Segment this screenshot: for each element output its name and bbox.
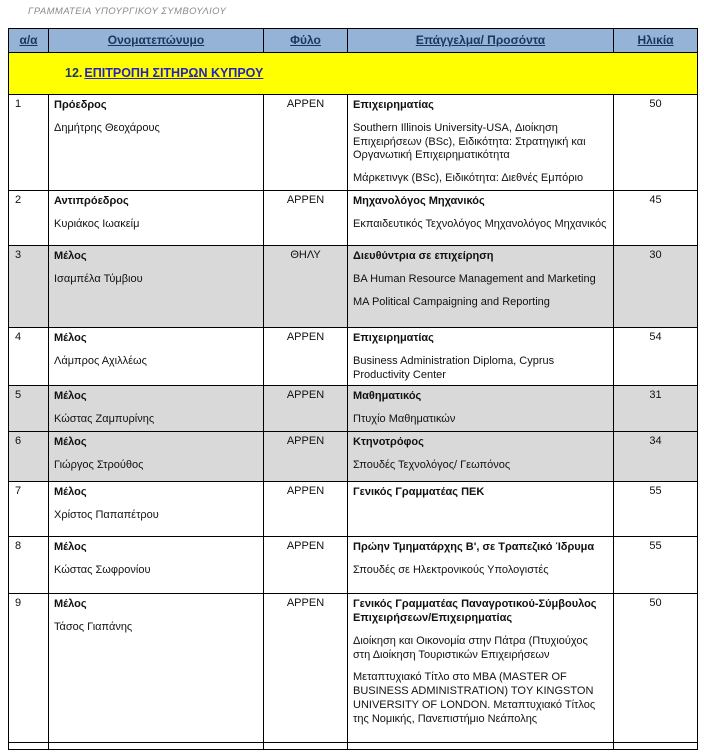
qualification-text: Business Administration Diploma, Cyprus Productivity Center — [353, 354, 555, 381]
qualification-text: Πτυχίο Μαθηματικών — [353, 413, 456, 425]
section-number: 12. — [65, 65, 83, 80]
row-number: 1 — [9, 95, 49, 191]
table-row — [9, 246, 698, 328]
member-role: Μέλος — [54, 436, 87, 449]
section-title: ΕΠΙΤΡΟΠΗ ΣΙΤΗΡΩΝ ΚΥΠΡΟΥ — [84, 65, 264, 80]
col-header-age-label: Ηλικία — [637, 33, 674, 47]
table-row — [9, 95, 698, 191]
member-profession: Επιχειρηματίας — [353, 332, 434, 344]
member-profession: Γενικός Γραμματέας ΠΕΚ — [353, 486, 485, 499]
table-row — [9, 191, 698, 246]
qualification-text: Σπουδές σε Ηλεκτρονικούς Υπολογιστές — [353, 564, 549, 576]
member-age: 54 — [614, 328, 698, 386]
row-number: 6 — [9, 432, 49, 482]
member-gender: ΘΗΛΥ — [264, 246, 348, 328]
member-name: Τάσος Γιαπάνης — [54, 621, 133, 633]
table-row — [9, 537, 698, 594]
col-header-gender-label: Φύλο — [290, 33, 321, 47]
qualifications — [348, 191, 614, 246]
col-header-profession-label: Επάγγελμα/ Προσόντα — [415, 33, 546, 47]
member-profession: Μαθηματικός — [353, 390, 422, 403]
row-number: 3 — [9, 246, 49, 328]
member-cell — [49, 191, 264, 246]
qualifications — [348, 328, 614, 386]
col-header-index-label: α/α — [19, 33, 38, 47]
member-gender: ΑΡΡΕΝ — [264, 95, 348, 191]
row-number: 7 — [9, 482, 49, 537]
member-profession: Μηχανολόγος Μηχανικός — [353, 195, 485, 207]
qualifications — [348, 537, 614, 594]
member-age: 45 — [614, 191, 698, 246]
member-cell — [49, 95, 264, 191]
member-age: 31 — [614, 386, 698, 432]
row-number: 9 — [9, 594, 49, 743]
member-cell — [49, 246, 264, 328]
col-header-name-label: Ονοματεπώνυμο — [107, 33, 205, 47]
member-role: Μέλος — [54, 250, 87, 262]
member-name: Γιώργος Στρούθος — [54, 459, 144, 471]
member-role: Μέλος — [54, 486, 87, 499]
member-cell — [49, 328, 264, 386]
member-gender: ΑΡΡΕΝ — [264, 191, 348, 246]
qualifications — [348, 482, 614, 537]
table-row — [9, 386, 698, 432]
row-number: 5 — [9, 386, 49, 432]
member-profession: Πρώην Τμηματάρχης Β', σε Τραπεζικό Ίδρυμα — [353, 541, 595, 554]
col-header-age — [614, 29, 698, 53]
member-name: Κώστας Σωφρονίου — [54, 564, 151, 576]
qualification-text: BA Human Resource Management and Marketing — [353, 272, 596, 285]
member-gender: ΑΡΡΕΝ — [264, 386, 348, 432]
row-number: 4 — [9, 328, 49, 386]
member-cell — [49, 482, 264, 537]
member-age: 34 — [614, 432, 698, 482]
member-role: Μέλος — [54, 541, 87, 554]
qualification-text: Εκπαιδευτικός Τεχνολόγος Μηχανολόγος Μηχανικός — [353, 217, 607, 230]
member-gender: ΑΡΡΕΝ — [264, 432, 348, 482]
qualification-text: Southern Illinois University-USA, Διοίκηση Επιχειρήσεων (BSc), Ειδικότητα: Στρατηγική και Οργανωτική Επιχειρηματικότητα — [353, 121, 586, 162]
row-number: 2 — [9, 191, 49, 246]
qualifications — [348, 594, 614, 743]
member-age: 50 — [614, 594, 698, 743]
col-header-index — [9, 29, 49, 53]
letterhead: ΓΡΑΜΜΑΤΕΙΑ ΥΠΟΥΡΓΙΚΟΥ ΣΥΜΒΟΥΛΙΟΥ — [28, 6, 227, 17]
member-gender: ΑΡΡΕΝ — [264, 482, 348, 537]
table-row — [9, 328, 698, 386]
document-page — [0, 6, 704, 750]
member-role: Μέλος — [54, 332, 87, 344]
table-row — [9, 482, 698, 537]
qualifications — [348, 246, 614, 328]
member-role: Αντιπρόεδρος — [54, 195, 129, 207]
member-cell — [49, 432, 264, 482]
member-gender: ΑΡΡΕΝ — [264, 537, 348, 594]
member-name: Λάμπρος Αχιλλέως — [54, 354, 147, 367]
member-profession: Διευθύντρια σε επιχείρηση — [353, 250, 494, 262]
qualification-text: Μάρκετινγκ (BSc), Ειδικότητα: Διεθνές Εμπόριο — [353, 172, 584, 184]
committee-table — [8, 28, 698, 750]
qualifications — [348, 432, 614, 482]
qualifications — [348, 386, 614, 432]
qualification-text: MA Political Campaigning and Reporting — [353, 295, 550, 308]
col-header-profession — [348, 29, 614, 53]
qualification-text: Μεταπτυχιακό Τίτλο στο MBA (MASTER OF BUSINESS ADMINISTRATION) TOY KINGSTON UNIVERSITY OF LONDON. Μεταπτυχιακό Τίτλος της Νομικής, Πανεπιστήμιο Νεάπολης — [353, 671, 596, 725]
member-age: 55 — [614, 482, 698, 537]
member-name: Χρίστος Παπαπέτρου — [54, 509, 159, 521]
member-age: 30 — [614, 246, 698, 328]
section-banner-row — [9, 53, 698, 95]
member-profession: Κτηνοτρόφος — [353, 436, 424, 449]
member-role: Πρόεδρος — [54, 99, 107, 111]
table-row — [9, 594, 698, 743]
qualifications — [348, 95, 614, 191]
section-banner-cell — [9, 53, 698, 95]
member-profession: Επιχειρηματίας — [353, 99, 434, 111]
member-cell — [49, 537, 264, 594]
member-cell — [49, 386, 264, 432]
member-name: Δημήτρης Θεοχάρους — [54, 121, 160, 134]
col-header-name — [49, 29, 264, 53]
row-number: 8 — [9, 537, 49, 594]
member-profession: Γενικός Γραμματέας Παναγροτικού-Σύμβουλος Επιχειρήσεων/Επιχειρηματίας — [353, 598, 597, 624]
member-age: 55 — [614, 537, 698, 594]
table-row — [9, 432, 698, 482]
member-age: 50 — [614, 95, 698, 191]
qualification-text: Σπουδές Τεχνολόγος/ Γεωπόνος — [353, 459, 511, 471]
member-name: Κυριάκος Ιωακείμ — [54, 217, 140, 230]
member-name: Ισαμπέλα Τύμβιου — [54, 272, 143, 285]
qualification-text: Διοίκηση και Οικονομία στην Πάτρα (Πτυχιούχος στη Διοίκηση Τουριστικών Επιχειρήσεων — [353, 634, 588, 661]
member-role: Μέλος — [54, 390, 87, 403]
member-gender: ΑΡΡΕΝ — [264, 594, 348, 743]
col-header-gender — [264, 29, 348, 53]
member-gender: ΑΡΡΕΝ — [264, 328, 348, 386]
member-cell — [49, 594, 264, 743]
member-role: Μέλος — [54, 598, 87, 611]
member-name: Κώστας Ζαμπυρίνης — [54, 413, 155, 425]
table-header-row — [9, 29, 698, 53]
